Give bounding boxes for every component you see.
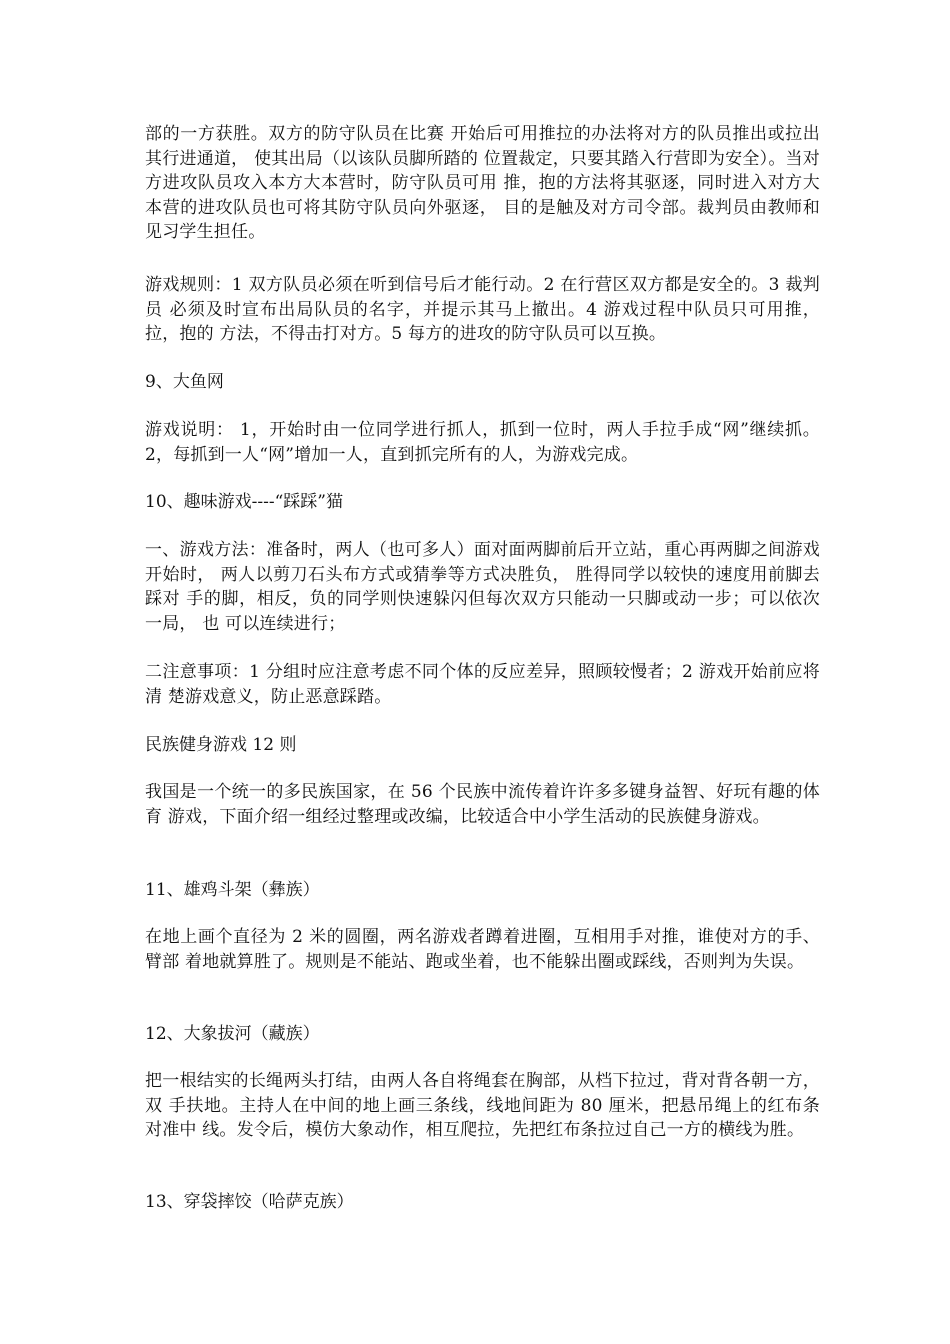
paragraph-elephant-tug: 把一根结实的长绳两头打结，由两人各自将绳套在胸部，从档下拉过，背对背各朝一方，双 手扶地。主持人在中间的地上画三条线，线地间距为 80 厘米，把悬吊绳上的红布条对准中 线。发令后，模仿大象动作，相互爬拉，先把红布条拉过自己一方的横线为胜。 [145,1071,820,1140]
heading-rooster-fight: 11、雄鸡斗架（彝族） [145,880,320,900]
paragraph-ethnic-intro: 我国是一个统一的多民族国家，在 56 个民族中流传着许许多多键身益智、好玩有趣的体育 游戏，下面介绍一组经过整理或改编，比较适合中小学生活动的民族健身游戏。 [145,782,820,827]
paragraph-fishnet-description: 游戏说明： 1，开始时由一位同学进行抓人，抓到一位时，两人手拉手成“网”继续抓。 2，每抓到一人“网”增加一人，直到抓完所有的人，为游戏完成。 [145,420,820,465]
heading-ethnic-games: 民族健身游戏 12 则 [145,735,297,755]
paragraph-stomp-notes: 二注意事项：1 分组时应注意考虑不同个体的反应差异，照顾较慢者；2 游戏开始前应将清 楚游戏意义，防止恶意踩踏。 [145,662,820,707]
paragraph-game-rules: 游戏规则：1 双方队员必须在听到信号后才能行动。2 在行营区双方都是安全的。3 裁判员 必须及时宣布出局队员的名字，并提示其马上撤出。4 游戏过程中队员只可用推，拉，抱的 方法，不得击打对方。5 每方的进攻的防守队员可以互换。 [145,275,820,344]
heading-sack-wrestling: 13、穿袋摔饺（哈萨克族） [145,1192,354,1212]
paragraph-rooster-fight: 在地上画个直径为 2 米的圆圈，两名游戏者蹲着进圈，互相用手对推，谁使对方的手、臂部 着地就算胜了。规则是不能站、跑或坐着，也不能躲出圈或踩线，否则判为失误。 [145,927,820,972]
heading-big-fishnet: 9、大鱼网 [145,372,224,392]
heading-elephant-tug: 12、大象拔河（藏族） [145,1024,320,1044]
paragraph-stomp-method: 一、游戏方法：准备时，两人（也可多人）面对面两脚前后开立站，重心再两脚之间游戏 开始时， 两人以剪刀石头布方式或猜拳等方式决胜负， 胜得同学以较快的速度用前脚去踩对 手的脚，相反，负的同学则快速躲闪但每次双方只能动一只脚或动一步；可以依次一局， 也 可以连续进行； [145,540,820,634]
heading-stomp-cat: 10、趣味游戏----“踩踩”猫 [145,492,343,512]
paragraph-defense-rules: 部的一方获胜。双方的防守队员在比赛 开始后可用推拉的办法将对方的队员推出或拉出其行进通道， 使其出局（以该队员脚所踏的 位置裁定，只要其踏入行营即为安全）。当对方进攻队员攻入本方大本营时，防守队员可用 推，抱的方法将其驱逐，同时进入对方大本营的进攻队员也可将其防守队员向外驱逐， 目的是触及对方司令部。裁判员由教师和见习学生担任。 [145,124,820,242]
